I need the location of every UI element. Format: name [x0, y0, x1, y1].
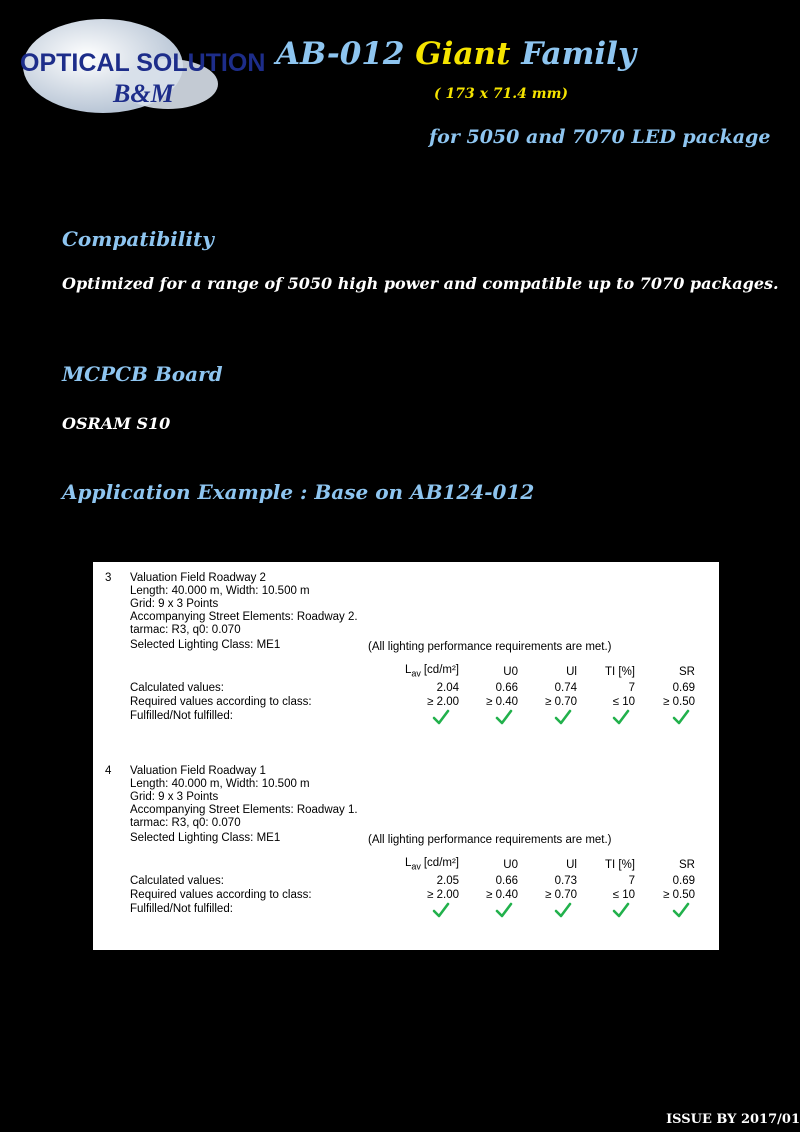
required-value: ≤ 10 — [612, 889, 635, 901]
logo-text-bottom: B&M — [113, 79, 174, 108]
lav-unit: [cd/m²] — [423, 857, 459, 869]
valuation-field — [93, 755, 719, 945]
calculated-value: 7 — [628, 875, 635, 887]
required-value: ≥ 0.50 — [663, 696, 695, 708]
field-number: 3 — [105, 572, 112, 584]
column-header-lav — [393, 664, 459, 680]
check-icon — [673, 902, 689, 918]
calculated-value: 0.73 — [554, 875, 577, 887]
compatibility-text: Optimized for a range of 5050 high power and compatible up to 7070 packages. — [62, 274, 779, 293]
required-value: ≥ 0.40 — [486, 696, 518, 708]
required-value: ≥ 2.00 — [427, 696, 459, 708]
mcpcb-text: OSRAM S10 — [62, 414, 171, 433]
title-prefix: AB-012 — [276, 36, 416, 72]
required-value: ≤ 10 — [612, 696, 635, 708]
length-width: Length: 40.000 m, Width: 10.500 m — [130, 778, 310, 790]
column-header: TI [%] — [604, 666, 635, 678]
check-icon — [496, 709, 512, 725]
grid-points: Grid: 9 x 3 Points — [130, 598, 219, 610]
calculated-value: 0.66 — [495, 875, 518, 887]
lighting-class: Selected Lighting Class: ME1 — [130, 832, 281, 844]
lav-symbol: L — [404, 664, 412, 676]
required-value: ≥ 0.40 — [486, 889, 518, 901]
column-header: U0 — [503, 666, 518, 678]
calculated-value: 2.04 — [436, 682, 459, 694]
requirements-met-note: (All lighting performance requirements are met.) — [368, 834, 612, 846]
calculated-value: 0.74 — [554, 682, 577, 694]
check-icon — [496, 902, 512, 918]
mcpcb-heading: MCPCB Board — [62, 362, 223, 386]
row-label-required: Required values according to class: — [130, 889, 312, 901]
page-title — [276, 36, 636, 72]
column-header: SR — [679, 666, 695, 678]
required-value: ≥ 2.00 — [427, 889, 459, 901]
required-value: ≥ 0.50 — [663, 889, 695, 901]
tarmac-info: tarmac: R3, q0: 0.070 — [130, 624, 241, 636]
check-icon — [673, 709, 689, 725]
tarmac-info: tarmac: R3, q0: 0.070 — [130, 817, 241, 829]
calculated-value: 0.66 — [495, 682, 518, 694]
dimensions: ( 173 x 71.4 mm) — [434, 86, 569, 102]
column-header-lav — [393, 857, 459, 873]
field-name: Valuation Field Roadway 2 — [130, 572, 266, 584]
check-icon — [613, 709, 629, 725]
lighting-class: Selected Lighting Class: ME1 — [130, 639, 281, 651]
row-label-calculated: Calculated values: — [130, 682, 224, 694]
column-header: Ul — [566, 859, 577, 871]
lav-symbol: L — [404, 857, 412, 869]
row-label-required: Required values according to class: — [130, 696, 312, 708]
required-value: ≥ 0.70 — [545, 889, 577, 901]
check-icon — [433, 902, 449, 918]
length-width: Length: 40.000 m, Width: 10.500 m — [130, 585, 310, 597]
column-header: SR — [679, 859, 695, 871]
accompanying-elements: Accompanying Street Elements: Roadway 2. — [130, 611, 358, 623]
calculated-value: 7 — [628, 682, 635, 694]
logo-text-top: OPTICAL SOLUTION — [20, 49, 266, 77]
check-icon — [555, 902, 571, 918]
accompanying-elements: Accompanying Street Elements: Roadway 1. — [130, 804, 358, 816]
check-icon — [613, 902, 629, 918]
field-number: 4 — [105, 765, 112, 777]
results-panel — [93, 562, 719, 950]
check-icon — [555, 709, 571, 725]
row-label-calculated: Calculated values: — [130, 875, 224, 887]
lav-subscript: av — [411, 861, 421, 872]
column-header: Ul — [566, 666, 577, 678]
column-header: U0 — [503, 859, 518, 871]
grid-points: Grid: 9 x 3 Points — [130, 791, 219, 803]
compatibility-heading: Compatibility — [62, 227, 214, 251]
title-suffix: Family — [510, 36, 636, 72]
column-header: TI [%] — [604, 859, 635, 871]
check-icon — [433, 709, 449, 725]
row-label-fulfilled: Fulfilled/Not fulfilled: — [130, 903, 233, 915]
calculated-value: 0.69 — [672, 875, 695, 887]
company-logo — [18, 16, 266, 116]
application-heading: Application Example : Base on AB124-012 — [62, 480, 535, 504]
valuation-field — [93, 562, 719, 752]
requirements-met-note: (All lighting performance requirements are met.) — [368, 641, 612, 653]
calculated-value: 0.69 — [672, 682, 695, 694]
lav-unit: [cd/m²] — [423, 664, 459, 676]
issue-footer: ISSUE BY 2017/01 — [666, 1112, 800, 1127]
calculated-value: 2.05 — [436, 875, 459, 887]
package-line: for 5050 and 7070 LED package — [429, 126, 771, 148]
required-value: ≥ 0.70 — [545, 696, 577, 708]
lav-subscript: av — [411, 668, 421, 679]
field-name: Valuation Field Roadway 1 — [130, 765, 266, 777]
row-label-fulfilled: Fulfilled/Not fulfilled: — [130, 710, 233, 722]
title-accent: Giant — [415, 36, 511, 72]
